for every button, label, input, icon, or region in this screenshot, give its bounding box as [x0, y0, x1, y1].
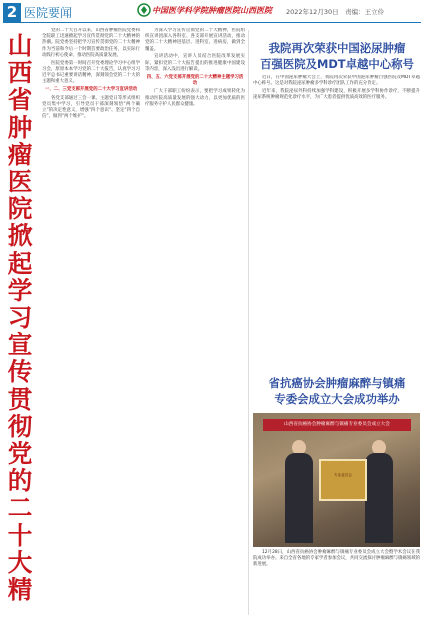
title-char: 肿: [7, 112, 33, 142]
header-rule: [3, 22, 421, 23]
title-char: 山: [7, 31, 33, 60]
paragraph: 广大干部职工纷纷表示，要把学习成果转化为推动医院高质量发展的强大动力，以更加优质的医疗服务守护人民群众健康。: [145, 89, 245, 107]
title-char: 传: [7, 357, 33, 387]
headline-line: 专委会成立大会成功举办: [274, 392, 400, 406]
page-number: 2: [3, 3, 21, 22]
title-char: 瘤: [7, 139, 33, 169]
paragraph: 为深入学习宣传贯彻党的二十大精神，医院组织宣讲团深入各科室、各支部开展宣讲活动，推动党的二十大精神进基层、进科室、进病房，做到全覆盖。: [145, 28, 245, 52]
column-divider: [248, 30, 249, 615]
headline-line: 省抗癌协会肿瘤麻醉与镇痛: [268, 376, 406, 390]
title-char: 学: [7, 275, 33, 305]
hospital-logo-icon: [137, 3, 151, 17]
title-char: 精: [7, 575, 33, 605]
paragraph: 近日，在中国泌尿肿瘤大会上，我院再次荣获中国泌尿肿瘤百强医院及MDT卓越中心称号。这是对我院泌尿肿瘤多学科诊疗团队工作的充分肯定。: [253, 75, 420, 87]
title-char: 的: [7, 466, 33, 496]
award-plaque: [319, 459, 367, 501]
photo-banner: 山西省抗癌协会肿瘤麻醉与镇痛专业委员会成立大会: [263, 419, 411, 431]
news1-headline: [251, 40, 423, 72]
ceremony-photo: [253, 413, 420, 547]
section-title: 医院要闻: [24, 6, 73, 20]
title-char: 二: [7, 493, 33, 523]
title-char: 宣: [7, 330, 33, 360]
article-column-1: [42, 28, 140, 616]
headline-line: 百强医院及MDT卓越中心称号: [260, 57, 414, 71]
person-figure: [365, 453, 393, 543]
article-column-2: [145, 28, 245, 616]
title-char: 起: [7, 248, 33, 278]
news1-body: [253, 75, 420, 365]
title-char: 大: [7, 547, 33, 577]
plaque-text: 专业委员会: [334, 473, 352, 477]
lead-vertical-title: [4, 32, 36, 607]
title-char: 院: [7, 194, 33, 224]
title-char: 省: [7, 85, 33, 115]
title-char: 彻: [7, 411, 33, 441]
masthead: 中国医学科学院肿瘤医院山西医院: [152, 5, 272, 15]
news2-headline: [251, 375, 423, 407]
paragraph: 近年来，我院泌尿外科持续加强学科建设，积极开展多学科协作诊疗，不断提升泌尿系统肿瘤规范化诊疗水平，为广大患者提供优质高效的医疗服务。: [253, 88, 420, 101]
title-char: 医: [7, 167, 33, 197]
title-char: 十: [7, 520, 33, 550]
title-char: 贯: [7, 384, 33, 414]
paragraph: 宣讲活动中，宣讲人员结合医院改革发展实际，紧扣党的二十大报告提出的推进健康中国建设等内容，深入浅出进行解读。: [145, 54, 245, 72]
subheading: 一、二、三党支部开展党的二十大学习宣讲活动: [44, 87, 138, 93]
news2-body: 12月28日，山西省抗癌协会肿瘤麻醉与镇痛专业委员会成立大会暨学术会议在我院成功举办。来自全省各地的专家学者参加会议，共同交流探讨肿瘤麻醉与镇痛领域的新进展。: [253, 550, 420, 568]
paragraph: 医院党委第一时间召开党委理论学习中心组学习会，原原本本学习党的二十大报告，认真学习习近平总书记重要讲话精神，深刻领会党的二十大的主题和重大意义。: [42, 60, 140, 85]
title-char: 掀: [7, 221, 33, 251]
person-figure: [285, 453, 313, 543]
issue-date: 2022年12月30日 责编：王立伶: [286, 8, 385, 16]
title-char: 习: [7, 303, 33, 333]
title-char: 党: [7, 439, 33, 469]
page-header: [0, 0, 424, 26]
title-char: 西: [7, 58, 33, 88]
paragraph: 党的二十大召开以来，山西省肿瘤医院党委和全院职工迅速掀起学习宣传贯彻党的二十大精神的热潮。院党委坚持把学习宣传贯彻党的二十大精神作为当前和今后一个时期首要政治任务，以实际行动践行初心使命，推动医院高质量发展。: [42, 28, 140, 58]
subheading: 四、五、六党支部开展党的二十大精神主题学习活动: [146, 74, 244, 87]
paragraph: 各党支部通过三会一课、主题党日等形式组织党员集中学习，引导党员干部深刻领悟“两个确立”的决定性意义，增强“四个意识”、坚定“四个自信”、做到“两个维护”。: [42, 95, 140, 120]
headline-line: 我院再次荣获中国泌尿肿瘤: [268, 41, 406, 55]
